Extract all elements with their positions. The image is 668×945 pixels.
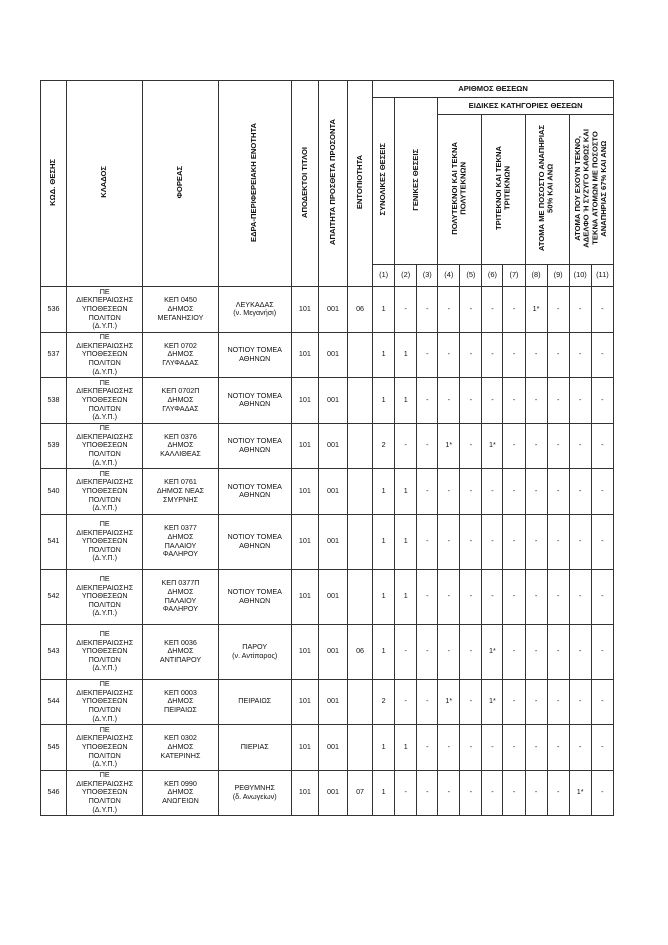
count-cell: - <box>417 624 438 679</box>
count-cell: - <box>482 569 503 624</box>
accepted-titles-cell: 101 <box>291 332 318 378</box>
header-arithmos: ΑΡΙΘΜΟΣ ΘΕΣΕΩΝ <box>373 81 614 98</box>
count-cell: - <box>525 378 547 424</box>
count-cell: - <box>591 332 613 378</box>
extra-qualifications-cell: 001 <box>318 569 347 624</box>
count-cell: - <box>525 770 547 816</box>
position-code-cell: 542 <box>41 569 67 624</box>
count-cell: - <box>591 624 613 679</box>
count-cell: - <box>417 287 438 333</box>
header-kod: ΚΩΔ. ΘΕΣΗΣ <box>41 81 67 287</box>
count-cell: - <box>547 332 569 378</box>
branch-cell: ΠΕ ΔΙΕΚΠΕΡΑΙΩΣΗΣ ΥΠΟΘΕΣΕΩΝ ΠΟΛΙΤΩΝ (Δ.Υ.Π.) <box>67 569 143 624</box>
table-row <box>41 514 614 569</box>
count-cell: - <box>482 725 503 771</box>
count-cell: 1* <box>482 679 503 725</box>
count-cell: - <box>460 624 482 679</box>
count-cell: 1* <box>569 770 591 816</box>
count-cell: 1* <box>482 423 503 469</box>
count-cell: - <box>417 770 438 816</box>
column-number: (6) <box>482 265 503 287</box>
extra-qualifications-cell: 001 <box>318 514 347 569</box>
accepted-titles-cell: 101 <box>291 770 318 816</box>
count-cell: - <box>417 332 438 378</box>
count-cell: 1 <box>373 287 395 333</box>
region-cell: ΡΕΘΥΜΝΗΣ (δ. Ανωγείων) <box>218 770 291 816</box>
count-cell: - <box>525 569 547 624</box>
extra-qualifications-cell: 001 <box>318 287 347 333</box>
count-cell: - <box>438 287 460 333</box>
count-cell: - <box>503 378 525 424</box>
count-cell: - <box>503 332 525 378</box>
count-cell: - <box>569 569 591 624</box>
region-cell: ΝΟΤΙΟΥ ΤΟΜΕΑ ΑΘΗΝΩΝ <box>218 469 291 515</box>
count-cell: - <box>503 469 525 515</box>
accepted-titles-cell: 101 <box>291 378 318 424</box>
count-cell: - <box>569 725 591 771</box>
count-cell: - <box>569 469 591 515</box>
count-cell: - <box>547 287 569 333</box>
count-cell: - <box>547 569 569 624</box>
count-cell: - <box>547 624 569 679</box>
table-row <box>41 332 614 378</box>
count-cell: - <box>460 469 482 515</box>
position-code-cell: 543 <box>41 624 67 679</box>
accepted-titles-cell: 101 <box>291 514 318 569</box>
count-cell: - <box>569 287 591 333</box>
count-cell: 1 <box>373 469 395 515</box>
table-row <box>41 725 614 771</box>
count-cell: - <box>503 725 525 771</box>
count-cell: - <box>460 725 482 771</box>
count-cell: 2 <box>373 423 395 469</box>
locality-cell <box>348 679 373 725</box>
region-cell: ΠΕΙΡΑΙΩΣ <box>218 679 291 725</box>
count-cell: - <box>417 378 438 424</box>
count-cell: - <box>503 624 525 679</box>
header-apaitoumena: ΑΠΑΙΤΗΤΑ ΠΡΟΣΘΕΤΑ ΠΡΟΣΟΝΤΑ <box>318 81 347 287</box>
count-cell: - <box>503 287 525 333</box>
position-code-cell: 537 <box>41 332 67 378</box>
header-klados: ΚΛΑΔΟΣ <box>67 81 143 287</box>
count-cell: - <box>482 770 503 816</box>
count-cell: - <box>525 679 547 725</box>
count-cell: - <box>525 624 547 679</box>
count-cell: - <box>417 514 438 569</box>
table-row <box>41 287 614 333</box>
count-cell: - <box>438 378 460 424</box>
column-number: (3) <box>417 265 438 287</box>
count-cell: - <box>547 514 569 569</box>
branch-cell: ΠΕ ΔΙΕΚΠΕΡΑΙΩΣΗΣ ΥΠΟΘΕΣΕΩΝ ΠΟΛΙΤΩΝ (Δ.Υ.Π.) <box>67 378 143 424</box>
count-cell: - <box>460 378 482 424</box>
accepted-titles-cell: 101 <box>291 423 318 469</box>
header-syggeneis: ΑΤΟΜΑ ΠΟΥ ΕΧΟΥΝ ΤΕΚΝΟ, ΑΔΕΛΦΟ Ή ΣΥΖΥΓΟ ΚΑΘΩΣ ΚΑΙ ΤΕΚΝΑ ΑΤΟΜΩΝ ΜΕ ΠΟΣΟΣΤΟ ΑΝΑΠΗΡΙΑΣ 67% ΚΑΙ ΑΝΩ <box>569 115 613 265</box>
count-cell: 1 <box>373 569 395 624</box>
count-cell: - <box>438 469 460 515</box>
table-row <box>41 569 614 624</box>
count-cell: 1 <box>373 514 395 569</box>
column-number: (5) <box>460 265 482 287</box>
locality-cell <box>348 514 373 569</box>
count-cell: 1* <box>438 679 460 725</box>
column-number: (1) <box>373 265 395 287</box>
locality-cell: 07 <box>348 770 373 816</box>
header-polyteknoi: ΠΟΛΥΤΕΚΝΟΙ ΚΑΙ ΤΕΚΝΑ ΠΟΛΥΤΕΚΝΩΝ <box>438 115 482 265</box>
count-cell: 1 <box>373 378 395 424</box>
count-cell: 1 <box>373 725 395 771</box>
count-cell: 1 <box>395 569 417 624</box>
count-cell: - <box>503 514 525 569</box>
count-cell: - <box>569 624 591 679</box>
count-cell: 1 <box>395 725 417 771</box>
count-cell: - <box>460 332 482 378</box>
count-cell: - <box>460 287 482 333</box>
branch-cell: ΠΕ ΔΙΕΚΠΕΡΑΙΩΣΗΣ ΥΠΟΘΕΣΕΩΝ ΠΟΛΙΤΩΝ (Δ.Υ.Π.) <box>67 332 143 378</box>
count-cell: - <box>438 725 460 771</box>
count-cell: 1* <box>438 423 460 469</box>
count-cell: 1 <box>395 378 417 424</box>
column-number: (11) <box>591 265 613 287</box>
count-cell: - <box>417 679 438 725</box>
count-cell: - <box>569 378 591 424</box>
count-cell: - <box>503 770 525 816</box>
count-cell: - <box>482 287 503 333</box>
count-cell: - <box>482 514 503 569</box>
position-code-cell: 545 <box>41 725 67 771</box>
count-cell: - <box>569 332 591 378</box>
count-cell: - <box>395 423 417 469</box>
locality-cell <box>348 469 373 515</box>
region-cell: ΝΟΤΙΟΥ ΤΟΜΕΑ ΑΘΗΝΩΝ <box>218 514 291 569</box>
column-number: (2) <box>395 265 417 287</box>
count-cell: - <box>417 423 438 469</box>
region-cell: ΝΟΤΙΟΥ ΤΟΜΕΑ ΑΘΗΝΩΝ <box>218 332 291 378</box>
agency-cell: ΚΕΠ 0702Π ΔΗΜΟΣ ΓΛΥΦΑΔΑΣ <box>143 378 218 424</box>
count-cell: - <box>547 423 569 469</box>
count-cell: - <box>547 725 569 771</box>
locality-cell <box>348 332 373 378</box>
column-number: (4) <box>438 265 460 287</box>
count-cell: - <box>482 332 503 378</box>
count-cell: 1 <box>395 514 417 569</box>
count-cell: - <box>438 514 460 569</box>
table-row <box>41 423 614 469</box>
count-cell: - <box>547 469 569 515</box>
count-cell: - <box>591 287 613 333</box>
branch-cell: ΠΕ ΔΙΕΚΠΕΡΑΙΩΣΗΣ ΥΠΟΘΕΣΕΩΝ ΠΟΛΙΤΩΝ (Δ.Υ.Π.) <box>67 770 143 816</box>
locality-cell: 06 <box>348 624 373 679</box>
region-cell: ΛΕΥΚΑΔΑΣ (ν. Μεγανήσι) <box>218 287 291 333</box>
agency-cell: ΚΕΠ 0377Π ΔΗΜΟΣ ΠΑΛΑΙΟΥ ΦΑΛΗΡΟΥ <box>143 569 218 624</box>
region-cell: ΝΟΤΙΟΥ ΤΟΜΕΑ ΑΘΗΝΩΝ <box>218 569 291 624</box>
column-number: (8) <box>525 265 547 287</box>
count-cell: 1 <box>373 624 395 679</box>
count-cell: 1 <box>373 332 395 378</box>
agency-cell: ΚΕΠ 0036 ΔΗΜΟΣ ΑΝΤΙΠΑΡΟΥ <box>143 624 218 679</box>
table-body <box>41 287 614 816</box>
branch-cell: ΠΕ ΔΙΕΚΠΕΡΑΙΩΣΗΣ ΥΠΟΘΕΣΕΩΝ ΠΟΛΙΤΩΝ (Δ.Υ.Π.) <box>67 287 143 333</box>
accepted-titles-cell: 101 <box>291 725 318 771</box>
count-cell: - <box>591 569 613 624</box>
region-cell: ΝΟΤΙΟΥ ΤΟΜΕΑ ΑΘΗΝΩΝ <box>218 423 291 469</box>
header-edra: ΕΔΡΑ-ΠΕΡΙΦΕΡΕΙΑΚΗ ΕΝΟΤΗΤΑ <box>218 81 291 287</box>
agency-cell: ΚΕΠ 0377 ΔΗΜΟΣ ΠΑΛΑΙΟΥ ΦΑΛΗΡΟΥ <box>143 514 218 569</box>
extra-qualifications-cell: 001 <box>318 332 347 378</box>
position-code-cell: 540 <box>41 469 67 515</box>
locality-cell <box>348 423 373 469</box>
count-cell: - <box>417 569 438 624</box>
extra-qualifications-cell: 001 <box>318 423 347 469</box>
accepted-titles-cell: 101 <box>291 569 318 624</box>
count-cell: 1 <box>395 332 417 378</box>
branch-cell: ΠΕ ΔΙΕΚΠΕΡΑΙΩΣΗΣ ΥΠΟΘΕΣΕΩΝ ΠΟΛΙΤΩΝ (Δ.Υ.Π.) <box>67 423 143 469</box>
locality-cell <box>348 378 373 424</box>
header-genikes: ΓΕΝΙΚΕΣ ΘΕΣΕΙΣ <box>395 98 438 265</box>
count-cell: - <box>460 770 482 816</box>
count-cell: - <box>591 679 613 725</box>
locality-cell: 06 <box>348 287 373 333</box>
count-cell: - <box>569 423 591 469</box>
count-cell: - <box>503 569 525 624</box>
count-cell: - <box>547 770 569 816</box>
count-cell: - <box>547 679 569 725</box>
count-cell: - <box>395 770 417 816</box>
locality-cell <box>348 725 373 771</box>
count-cell: - <box>547 378 569 424</box>
count-cell: - <box>569 514 591 569</box>
extra-qualifications-cell: 001 <box>318 624 347 679</box>
column-number: (9) <box>547 265 569 287</box>
count-cell: - <box>525 332 547 378</box>
header-synolikes: ΣΥΝΟΛΙΚΕΣ ΘΕΣΕΙΣ <box>373 98 395 265</box>
accepted-titles-cell: 101 <box>291 469 318 515</box>
agency-cell: ΚΕΠ 0450 ΔΗΜΟΣ ΜΕΓΑΝΗΣΙΟΥ <box>143 287 218 333</box>
count-cell: - <box>591 423 613 469</box>
count-cell: - <box>438 569 460 624</box>
table-row <box>41 770 614 816</box>
accepted-titles-cell: 101 <box>291 679 318 725</box>
count-cell: - <box>460 569 482 624</box>
header-apodektoi: ΑΠΟΔΕΚΤΟΙ ΤΙΤΛΟΙ <box>291 81 318 287</box>
region-cell: ΝΟΤΙΟΥ ΤΟΜΕΑ ΑΘΗΝΩΝ <box>218 378 291 424</box>
agency-cell: ΚΕΠ 0761 ΔΗΜΟΣ ΝΕΑΣ ΣΜΥΡΝΗΣ <box>143 469 218 515</box>
column-number: (10) <box>569 265 591 287</box>
count-cell: - <box>503 679 525 725</box>
count-cell: - <box>525 469 547 515</box>
agency-cell: ΚΕΠ 0302 ΔΗΜΟΣ ΚΑΤΕΡΙΝΗΣ <box>143 725 218 771</box>
extra-qualifications-cell: 001 <box>318 725 347 771</box>
position-code-cell: 538 <box>41 378 67 424</box>
table-row <box>41 679 614 725</box>
count-cell: - <box>591 725 613 771</box>
count-cell: - <box>525 514 547 569</box>
count-cell: 1 <box>395 469 417 515</box>
branch-cell: ΠΕ ΔΙΕΚΠΕΡΑΙΩΣΗΣ ΥΠΟΘΕΣΕΩΝ ΠΟΛΙΤΩΝ (Δ.Υ.Π.) <box>67 725 143 771</box>
count-cell: 1 <box>373 770 395 816</box>
header-anapiria: ΑΤΟΜΑ ΜΕ ΠΟΣΟΣΤΟ ΑΝΑΠΗΡΙΑΣ 50% ΚΑΙ ΑΝΩ <box>525 115 569 265</box>
count-cell: - <box>438 770 460 816</box>
count-cell: - <box>591 469 613 515</box>
header-triteknoi: ΤΡΙΤΕΚΝΟΙ ΚΑΙ ΤΕΚΝΑ ΤΡΙΤΕΚΝΩΝ <box>482 115 525 265</box>
region-cell: ΠΑΡΟΥ (ν. Αντίπαρος) <box>218 624 291 679</box>
count-cell: - <box>417 469 438 515</box>
agency-cell: ΚΕΠ 0990 ΔΗΜΟΣ ΑΝΩΓΕΙΩΝ <box>143 770 218 816</box>
header-eidikes: ΕΙΔΙΚΕΣ ΚΑΤΗΓΟΡΙΕΣ ΘΕΣΕΩΝ <box>438 98 614 115</box>
position-code-cell: 536 <box>41 287 67 333</box>
count-cell: - <box>591 378 613 424</box>
branch-cell: ΠΕ ΔΙΕΚΠΕΡΑΙΩΣΗΣ ΥΠΟΘΕΣΕΩΝ ΠΟΛΙΤΩΝ (Δ.Υ.Π.) <box>67 469 143 515</box>
header-foreas: ΦΟΡΕΑΣ <box>143 81 218 287</box>
accepted-titles-cell: 101 <box>291 287 318 333</box>
positions-table <box>40 80 614 816</box>
count-cell: - <box>503 423 525 469</box>
count-cell: - <box>460 514 482 569</box>
count-cell: - <box>438 332 460 378</box>
position-code-cell: 539 <box>41 423 67 469</box>
count-cell: 1* <box>482 624 503 679</box>
count-cell: - <box>591 770 613 816</box>
agency-cell: ΚΕΠ 0702 ΔΗΜΟΣ ΓΛΥΦΑΔΑΣ <box>143 332 218 378</box>
branch-cell: ΠΕ ΔΙΕΚΠΕΡΑΙΩΣΗΣ ΥΠΟΘΕΣΕΩΝ ΠΟΛΙΤΩΝ (Δ.Υ.Π.) <box>67 679 143 725</box>
count-cell: - <box>525 423 547 469</box>
accepted-titles-cell: 101 <box>291 624 318 679</box>
count-cell: - <box>460 423 482 469</box>
extra-qualifications-cell: 001 <box>318 679 347 725</box>
extra-qualifications-cell: 001 <box>318 378 347 424</box>
count-cell: - <box>525 725 547 771</box>
count-cell: - <box>591 514 613 569</box>
branch-cell: ΠΕ ΔΙΕΚΠΕΡΑΙΩΣΗΣ ΥΠΟΘΕΣΕΩΝ ΠΟΛΙΤΩΝ (Δ.Υ.Π.) <box>67 514 143 569</box>
extra-qualifications-cell: 001 <box>318 770 347 816</box>
header-entopiotita: ΕΝΤΟΠΙΟΤΗΤΑ <box>348 81 373 287</box>
position-code-cell: 541 <box>41 514 67 569</box>
count-cell: 1* <box>525 287 547 333</box>
table-row <box>41 469 614 515</box>
locality-cell <box>348 569 373 624</box>
table-row <box>41 378 614 424</box>
count-cell: - <box>417 725 438 771</box>
branch-cell: ΠΕ ΔΙΕΚΠΕΡΑΙΩΣΗΣ ΥΠΟΘΕΣΕΩΝ ΠΟΛΙΤΩΝ (Δ.Υ.Π.) <box>67 624 143 679</box>
column-number: (7) <box>503 265 525 287</box>
count-cell: - <box>569 679 591 725</box>
count-cell: - <box>395 679 417 725</box>
count-cell: - <box>395 287 417 333</box>
position-code-cell: 546 <box>41 770 67 816</box>
count-cell: - <box>438 624 460 679</box>
count-cell: - <box>460 679 482 725</box>
count-cell: - <box>482 378 503 424</box>
count-cell: 2 <box>373 679 395 725</box>
region-cell: ΠΙΕΡΙΑΣ <box>218 725 291 771</box>
extra-qualifications-cell: 001 <box>318 469 347 515</box>
count-cell: - <box>395 624 417 679</box>
agency-cell: ΚΕΠ 0376 ΔΗΜΟΣ ΚΑΛΛΙΘΕΑΣ <box>143 423 218 469</box>
count-cell: - <box>482 469 503 515</box>
position-code-cell: 544 <box>41 679 67 725</box>
table-row <box>41 624 614 679</box>
agency-cell: ΚΕΠ 0003 ΔΗΜΟΣ ΠΕΙΡΑΙΩΣ <box>143 679 218 725</box>
